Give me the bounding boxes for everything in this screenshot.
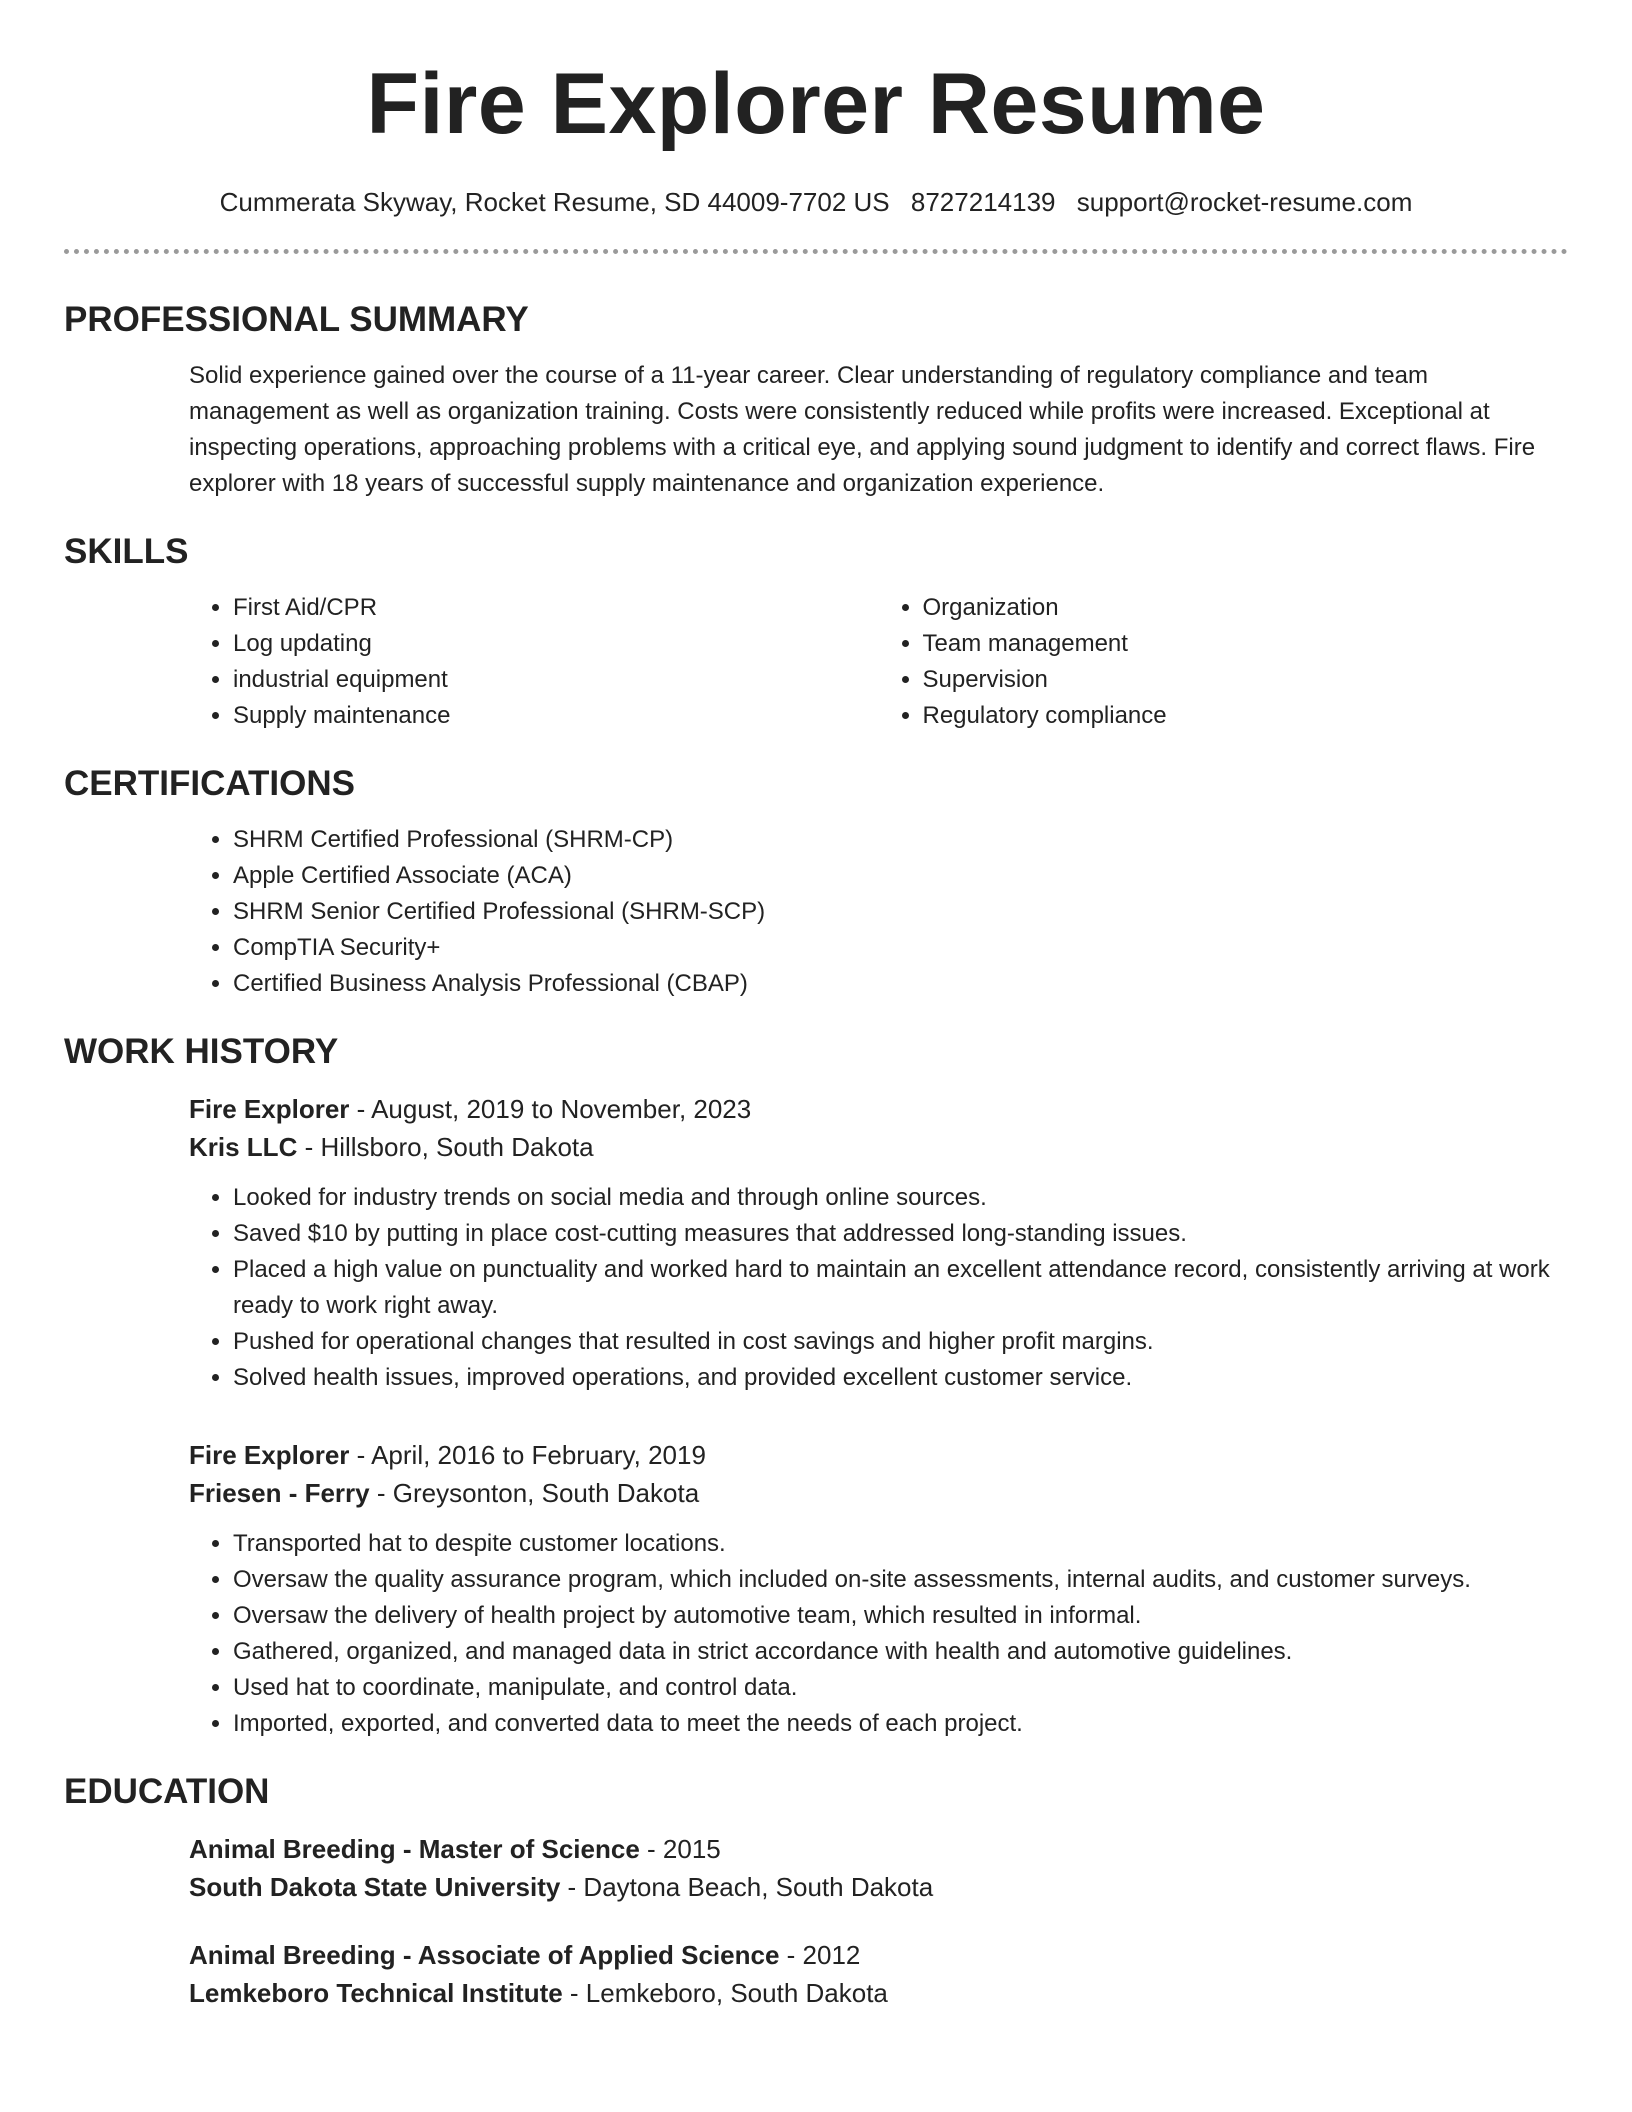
education-school: South Dakota State University <box>189 1872 561 1902</box>
job-bullet: • Used hat to coordinate, manipulate, and control data. <box>233 1670 1568 1706</box>
contact-phone: 8727214139 <box>910 187 1056 217</box>
skills-columns <box>189 590 1568 734</box>
education-degree-line <box>189 1830 1568 1868</box>
job-company: Friesen - Ferry <box>189 1478 370 1508</box>
job-bullet: • Imported, exported, and converted data to meet the needs of each project. <box>233 1706 1568 1742</box>
job-location: - Hillsboro, South Dakota <box>297 1132 594 1162</box>
education-school-line <box>189 1868 1568 1906</box>
skill-item: • Supply maintenance <box>233 698 879 734</box>
education-year: - 2012 <box>779 1940 861 1970</box>
job-bullet: • Transported hat to despite customer locations. <box>233 1526 1568 1562</box>
certifications-heading: CERTIFICATIONS <box>64 764 356 803</box>
contact-line <box>0 182 1632 222</box>
education-entry <box>189 1830 1568 1906</box>
certification-item: • SHRM Senior Certified Professional (SHRM-SCP) <box>233 894 1568 930</box>
job-dates: - April, 2016 to February, 2019 <box>349 1440 706 1470</box>
job-title: Fire Explorer <box>189 1094 350 1124</box>
education-degree: Animal Breeding - Associate of Applied Science <box>189 1940 780 1970</box>
contact-email: support@rocket-resume.com <box>1076 187 1413 217</box>
job-title-line <box>189 1436 1568 1474</box>
job-bullet: • Solved health issues, improved operations, and provided excellent customer service. <box>233 1360 1568 1396</box>
job-title-line <box>189 1090 1568 1128</box>
summary-text: Solid experience gained over the course of a 11-year career. Clear understanding of regulatory compliance and team management as well as organization training. Costs were consistently reduced while profits were increased. Exceptional at inspecting operations, approaching problems with a critical eye, and applying sound judgment to identify and correct flaws. Fire explorer with 18 years of successful supply maintenance and organization experience. <box>189 362 1536 497</box>
job-company: Kris LLC <box>189 1132 298 1162</box>
job-title: Fire Explorer <box>189 1440 350 1470</box>
education-school: Lemkeboro Technical Institute <box>189 1978 563 2008</box>
education-location: - Daytona Beach, South Dakota <box>560 1872 934 1902</box>
skills-section <box>64 528 1568 734</box>
job-bullets <box>189 1180 1568 1396</box>
certifications-list <box>189 822 1568 1002</box>
job-dates: - August, 2019 to November, 2023 <box>349 1094 752 1124</box>
job-location: - Greysonton, South Dakota <box>369 1478 700 1508</box>
skill-item: • industrial equipment <box>233 662 879 698</box>
header-divider <box>64 249 1568 254</box>
certification-item: • SHRM Certified Professional (SHRM-CP) <box>233 822 1568 858</box>
work-history-heading: WORK HISTORY <box>64 1032 339 1071</box>
summary-heading: PROFESSIONAL SUMMARY <box>64 300 529 339</box>
education-year: - 2015 <box>639 1834 721 1864</box>
skill-item: • Log updating <box>233 626 879 662</box>
education-school-line <box>189 1974 1568 2012</box>
education-degree-line <box>189 1936 1568 1974</box>
education-section <box>64 1768 1568 2012</box>
job-bullet: • Placed a high value on punctuality and worked hard to maintain an excellent attendance record, consistently arriving at work ready to work right away. <box>233 1252 1568 1324</box>
skill-item: • Organization <box>923 590 1569 626</box>
skill-item: • Regulatory compliance <box>923 698 1569 734</box>
education-entry <box>189 1936 1568 2012</box>
job-bullet: • Pushed for operational changes that resulted in cost savings and higher profit margins. <box>233 1324 1568 1360</box>
certification-item: • Apple Certified Associate (ACA) <box>233 858 1568 894</box>
skill-item: • Team management <box>923 626 1569 662</box>
resume-content <box>64 296 1568 2012</box>
skills-heading: SKILLS <box>64 532 189 571</box>
job-company-line <box>189 1474 1568 1512</box>
work-history-section <box>64 1028 1568 1742</box>
job-bullet: • Looked for industry trends on social media and through online sources. <box>233 1180 1568 1216</box>
resume-title: Fire Explorer Resume <box>366 56 1266 152</box>
job-bullet: • Oversaw the delivery of health project by automotive team, which resulted in informal. <box>233 1598 1568 1634</box>
certification-item: • CompTIA Security+ <box>233 930 1568 966</box>
job-bullet: • Gathered, organized, and managed data in strict accordance with health and automotive guidelines. <box>233 1634 1568 1670</box>
job-entry <box>189 1436 1568 1742</box>
job-entry <box>189 1090 1568 1396</box>
summary-section <box>64 296 1568 502</box>
skill-item: • First Aid/CPR <box>233 590 879 626</box>
job-bullet: • Oversaw the quality assurance program, which included on-site assessments, internal audits, and customer surveys. <box>233 1562 1568 1598</box>
skill-item: • Supervision <box>923 662 1569 698</box>
contact-address: Cummerata Skyway, Rocket Resume, SD 44009-7702 US <box>219 187 890 217</box>
skills-list-left <box>189 590 879 734</box>
skills-list-right <box>879 590 1569 734</box>
job-bullet: • Saved $10 by putting in place cost-cutting measures that addressed long-standing issues. <box>233 1216 1568 1252</box>
job-company-line <box>189 1128 1568 1166</box>
education-degree: Animal Breeding - Master of Science <box>189 1834 640 1864</box>
certification-item: • Certified Business Analysis Professional (CBAP) <box>233 966 1568 1002</box>
certifications-section <box>64 760 1568 1002</box>
education-location: - Lemkeboro, South Dakota <box>562 1978 888 2008</box>
job-bullets <box>189 1526 1568 1742</box>
education-heading: EDUCATION <box>64 1772 270 1811</box>
